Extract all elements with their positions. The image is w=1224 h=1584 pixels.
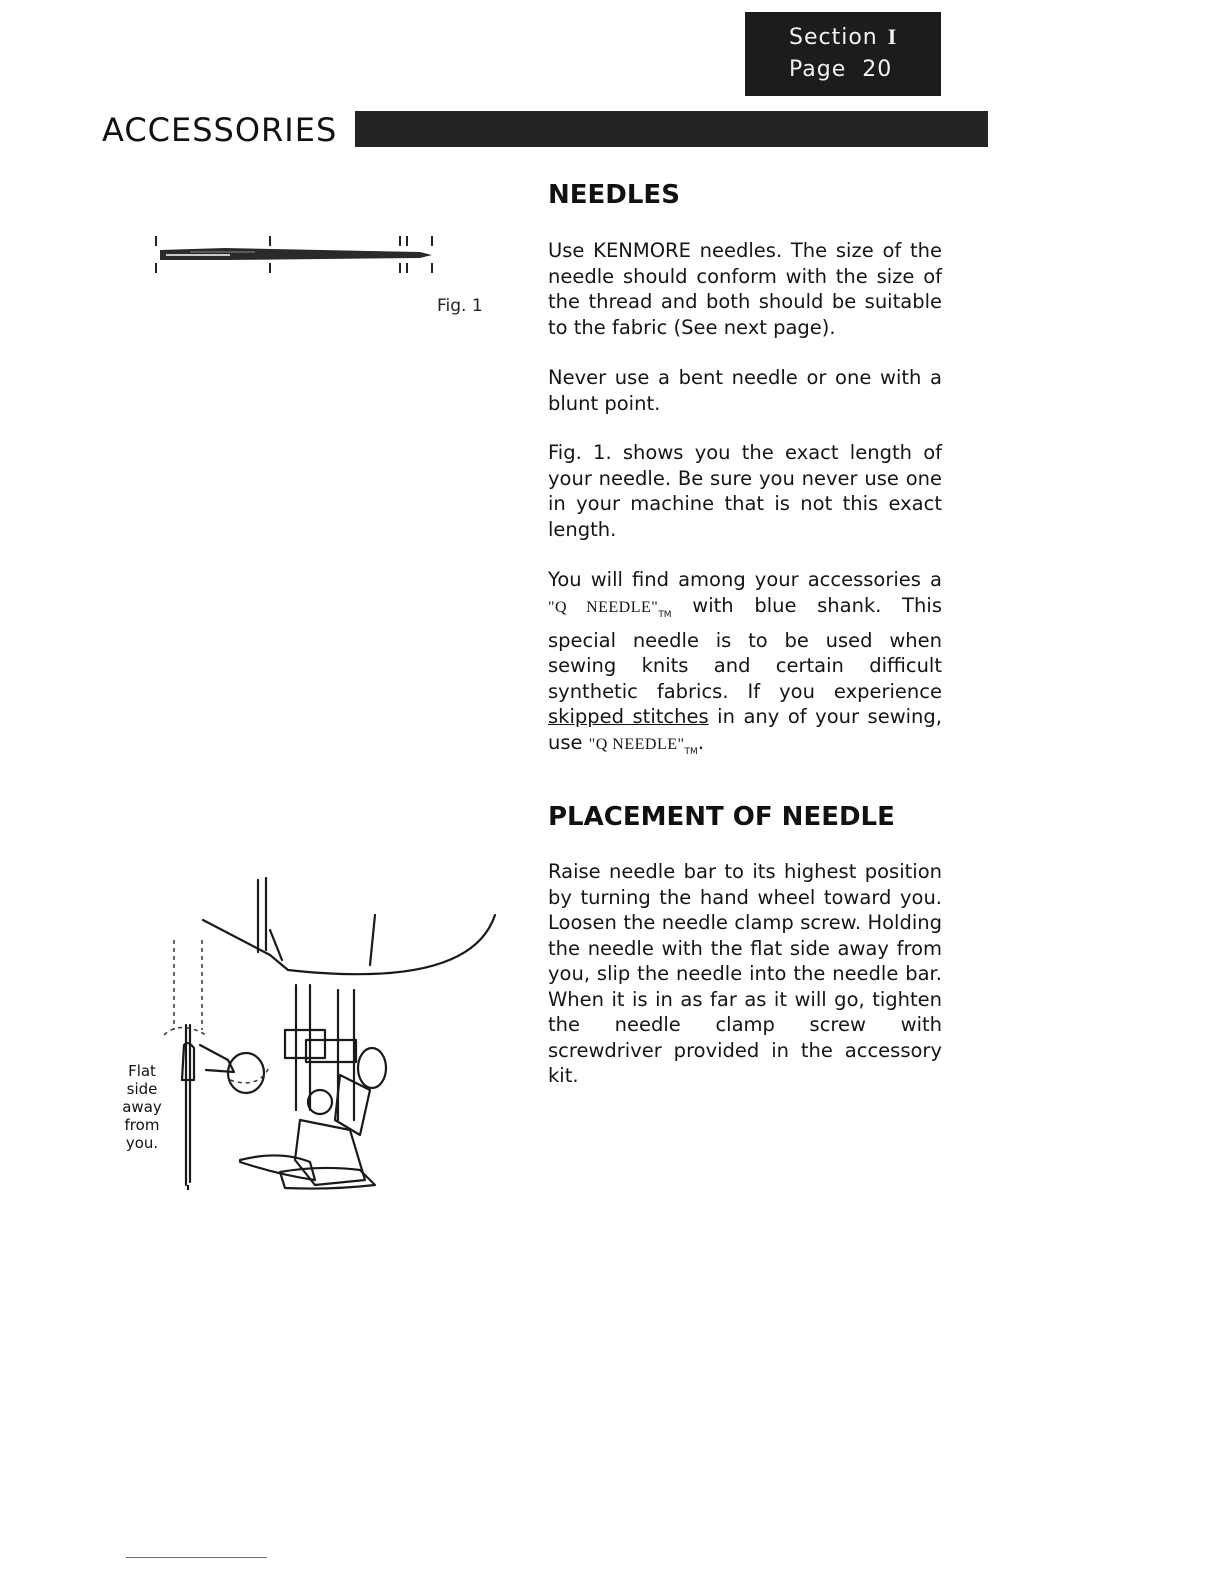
needle-placement-illustration	[110, 790, 510, 1260]
section-number: I	[887, 24, 898, 49]
trademark: TM	[684, 746, 698, 757]
fig1-label: Fig. 1	[437, 296, 483, 316]
footer-rule	[126, 1557, 267, 1558]
section-label-text: Section	[789, 25, 878, 50]
needles-paragraph-3: Fig. 1. shows you the exact length of your needle. Be sure you never use one in your machine that is not this exact length.	[548, 441, 942, 541]
p4-text-3: in any of your sewing, use	[548, 705, 942, 754]
placement-paragraph: Raise needle bar to its highest position by turning the hand wheel toward you. Loosen the needle clamp screw. Holding the needle with the flat side away from you, slip the needle into the needle bar. When it is in as far as it will go, tighten the needle clamp screw with screwdriver provided in the accessory kit.	[548, 860, 942, 1087]
p4-text-1: You will find among your accessories a	[548, 568, 942, 591]
section-page-box	[745, 12, 941, 96]
needles-heading: NEEDLES	[548, 180, 680, 210]
flat-label-line: Flat	[128, 1062, 156, 1080]
flat-label-line: you.	[125, 1134, 159, 1152]
page-title: ACCESSORIES	[102, 111, 338, 149]
placement-heading: PLACEMENT OF NEEDLE	[548, 802, 895, 832]
flat-label-line: side	[126, 1080, 158, 1098]
flat-label-line: away	[122, 1098, 162, 1116]
trademark: TM	[658, 609, 672, 620]
page-label	[789, 57, 892, 82]
page-number: 20	[862, 57, 893, 82]
q-needle-mark: "Q NEEDLE"	[548, 598, 659, 616]
page-label-text: Page	[789, 57, 847, 82]
needle-shape	[160, 248, 432, 260]
needles-paragraph-4	[548, 567, 942, 765]
section-label	[789, 24, 897, 50]
flat-side-label	[118, 1062, 166, 1152]
needles-paragraph-2: Never use a bent needle or one with a blunt point.	[548, 366, 942, 415]
title-bar	[355, 111, 988, 147]
q-needle-mark: "Q NEEDLE"	[588, 735, 685, 753]
flat-label-line: from	[124, 1116, 160, 1134]
p4-text-2: with blue shank. This special needle is to be used when sewing knits and certain difficult synthetic fabrics. If you experience	[548, 593, 942, 703]
needles-paragraph-1: Use KENMORE needles. The size of the needle should conform with the size of the thread and both should be suitable to the fabric (See next page).	[548, 239, 942, 339]
p4-end: .	[697, 730, 705, 754]
skipped-stitches-text: skipped stitches	[548, 705, 709, 729]
